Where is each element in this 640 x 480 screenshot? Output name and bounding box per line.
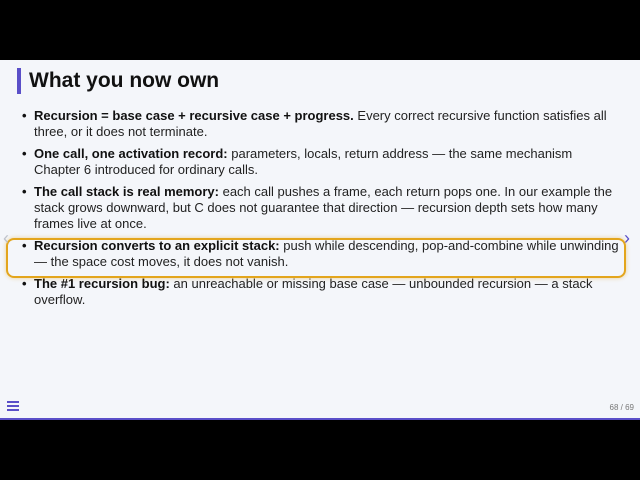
- page-indicator: 68 / 69: [609, 403, 634, 412]
- item-text: an unreachable or missing base case — unbounded recursion — a stack overflow.: [34, 276, 593, 307]
- summary-list: [20, 108, 620, 314]
- item-lead: The #1 recursion bug:: [34, 276, 170, 291]
- slide-title: What you now own: [29, 69, 220, 92]
- list-item: [20, 238, 620, 270]
- progress-rule: [0, 418, 640, 420]
- item-text: Every correct recursive function satisfies all three, or it does not terminate.: [34, 108, 607, 139]
- list-item: [20, 108, 620, 140]
- list-item: [20, 146, 620, 178]
- item-text: each call pushes a frame, each return pops one. In our example the stack grows downward, but C does not guarantee that direction — recursion depth sets how many frames live at once.: [34, 184, 613, 231]
- list-item: [20, 184, 620, 232]
- list-item: [20, 276, 620, 308]
- hamburger-menu-icon[interactable]: [7, 401, 19, 411]
- prev-slide-button[interactable]: ‹: [3, 228, 9, 248]
- item-lead: Recursion = base case + recursive case + progress.: [34, 108, 354, 123]
- item-text: push while descending, pop-and-combine while unwinding — the space cost moves, it does not vanish.: [34, 238, 619, 269]
- next-slide-button[interactable]: ›: [624, 228, 630, 248]
- item-lead: One call, one activation record:: [34, 146, 228, 161]
- item-text: parameters, locals, return address — the same mechanism Chapter 6 introduced for ordinary calls.: [34, 146, 573, 177]
- item-lead: Recursion converts to an explicit stack:: [34, 238, 280, 253]
- title-accent-bar: [17, 68, 21, 94]
- item-lead: The call stack is real memory:: [34, 184, 219, 199]
